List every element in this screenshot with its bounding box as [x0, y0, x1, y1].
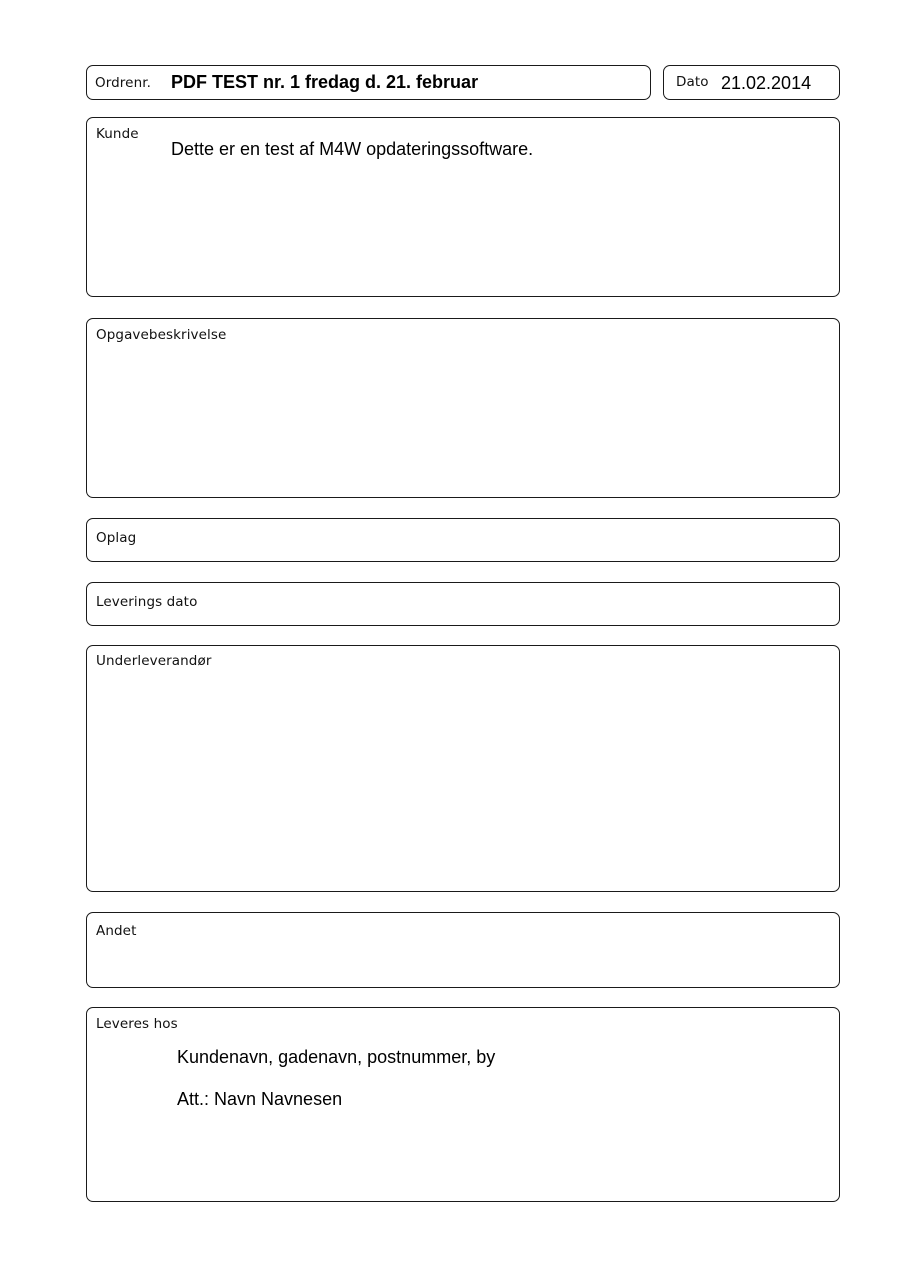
order-number-value: PDF TEST nr. 1 fredag d. 21. februar	[171, 72, 479, 92]
task-description-field[interactable]	[86, 318, 840, 498]
delivery-date-label: Leverings dato	[96, 594, 198, 610]
customer-field[interactable]	[86, 117, 840, 297]
other-label: Andet	[96, 923, 137, 939]
order-number-field[interactable]	[86, 65, 651, 100]
date-label: Dato	[676, 74, 709, 90]
customer-label: Kunde	[96, 126, 139, 142]
subcontractor-label: Underleverandør	[96, 653, 212, 669]
order-number-label: Ordrenr.	[95, 75, 152, 91]
date-value: 21.02.2014	[721, 73, 812, 93]
deliver-to-attention-line: Att.: Navn Navnesen	[177, 1089, 343, 1109]
other-field[interactable]	[86, 912, 840, 988]
quantity-label: Oplag	[96, 530, 137, 546]
delivery-date-field[interactable]	[86, 582, 840, 626]
subcontractor-field[interactable]	[86, 645, 840, 892]
deliver-to-field[interactable]	[86, 1007, 840, 1202]
quantity-field[interactable]	[86, 518, 840, 562]
customer-value: Dette er en test af M4W opdateringssoftware.	[171, 139, 534, 159]
deliver-to-label: Leveres hos	[96, 1016, 178, 1032]
task-description-label: Opgavebeskrivelse	[96, 327, 227, 343]
date-field[interactable]	[663, 65, 840, 100]
deliver-to-address-line: Kundenavn, gadenavn, postnummer, by	[177, 1047, 496, 1067]
